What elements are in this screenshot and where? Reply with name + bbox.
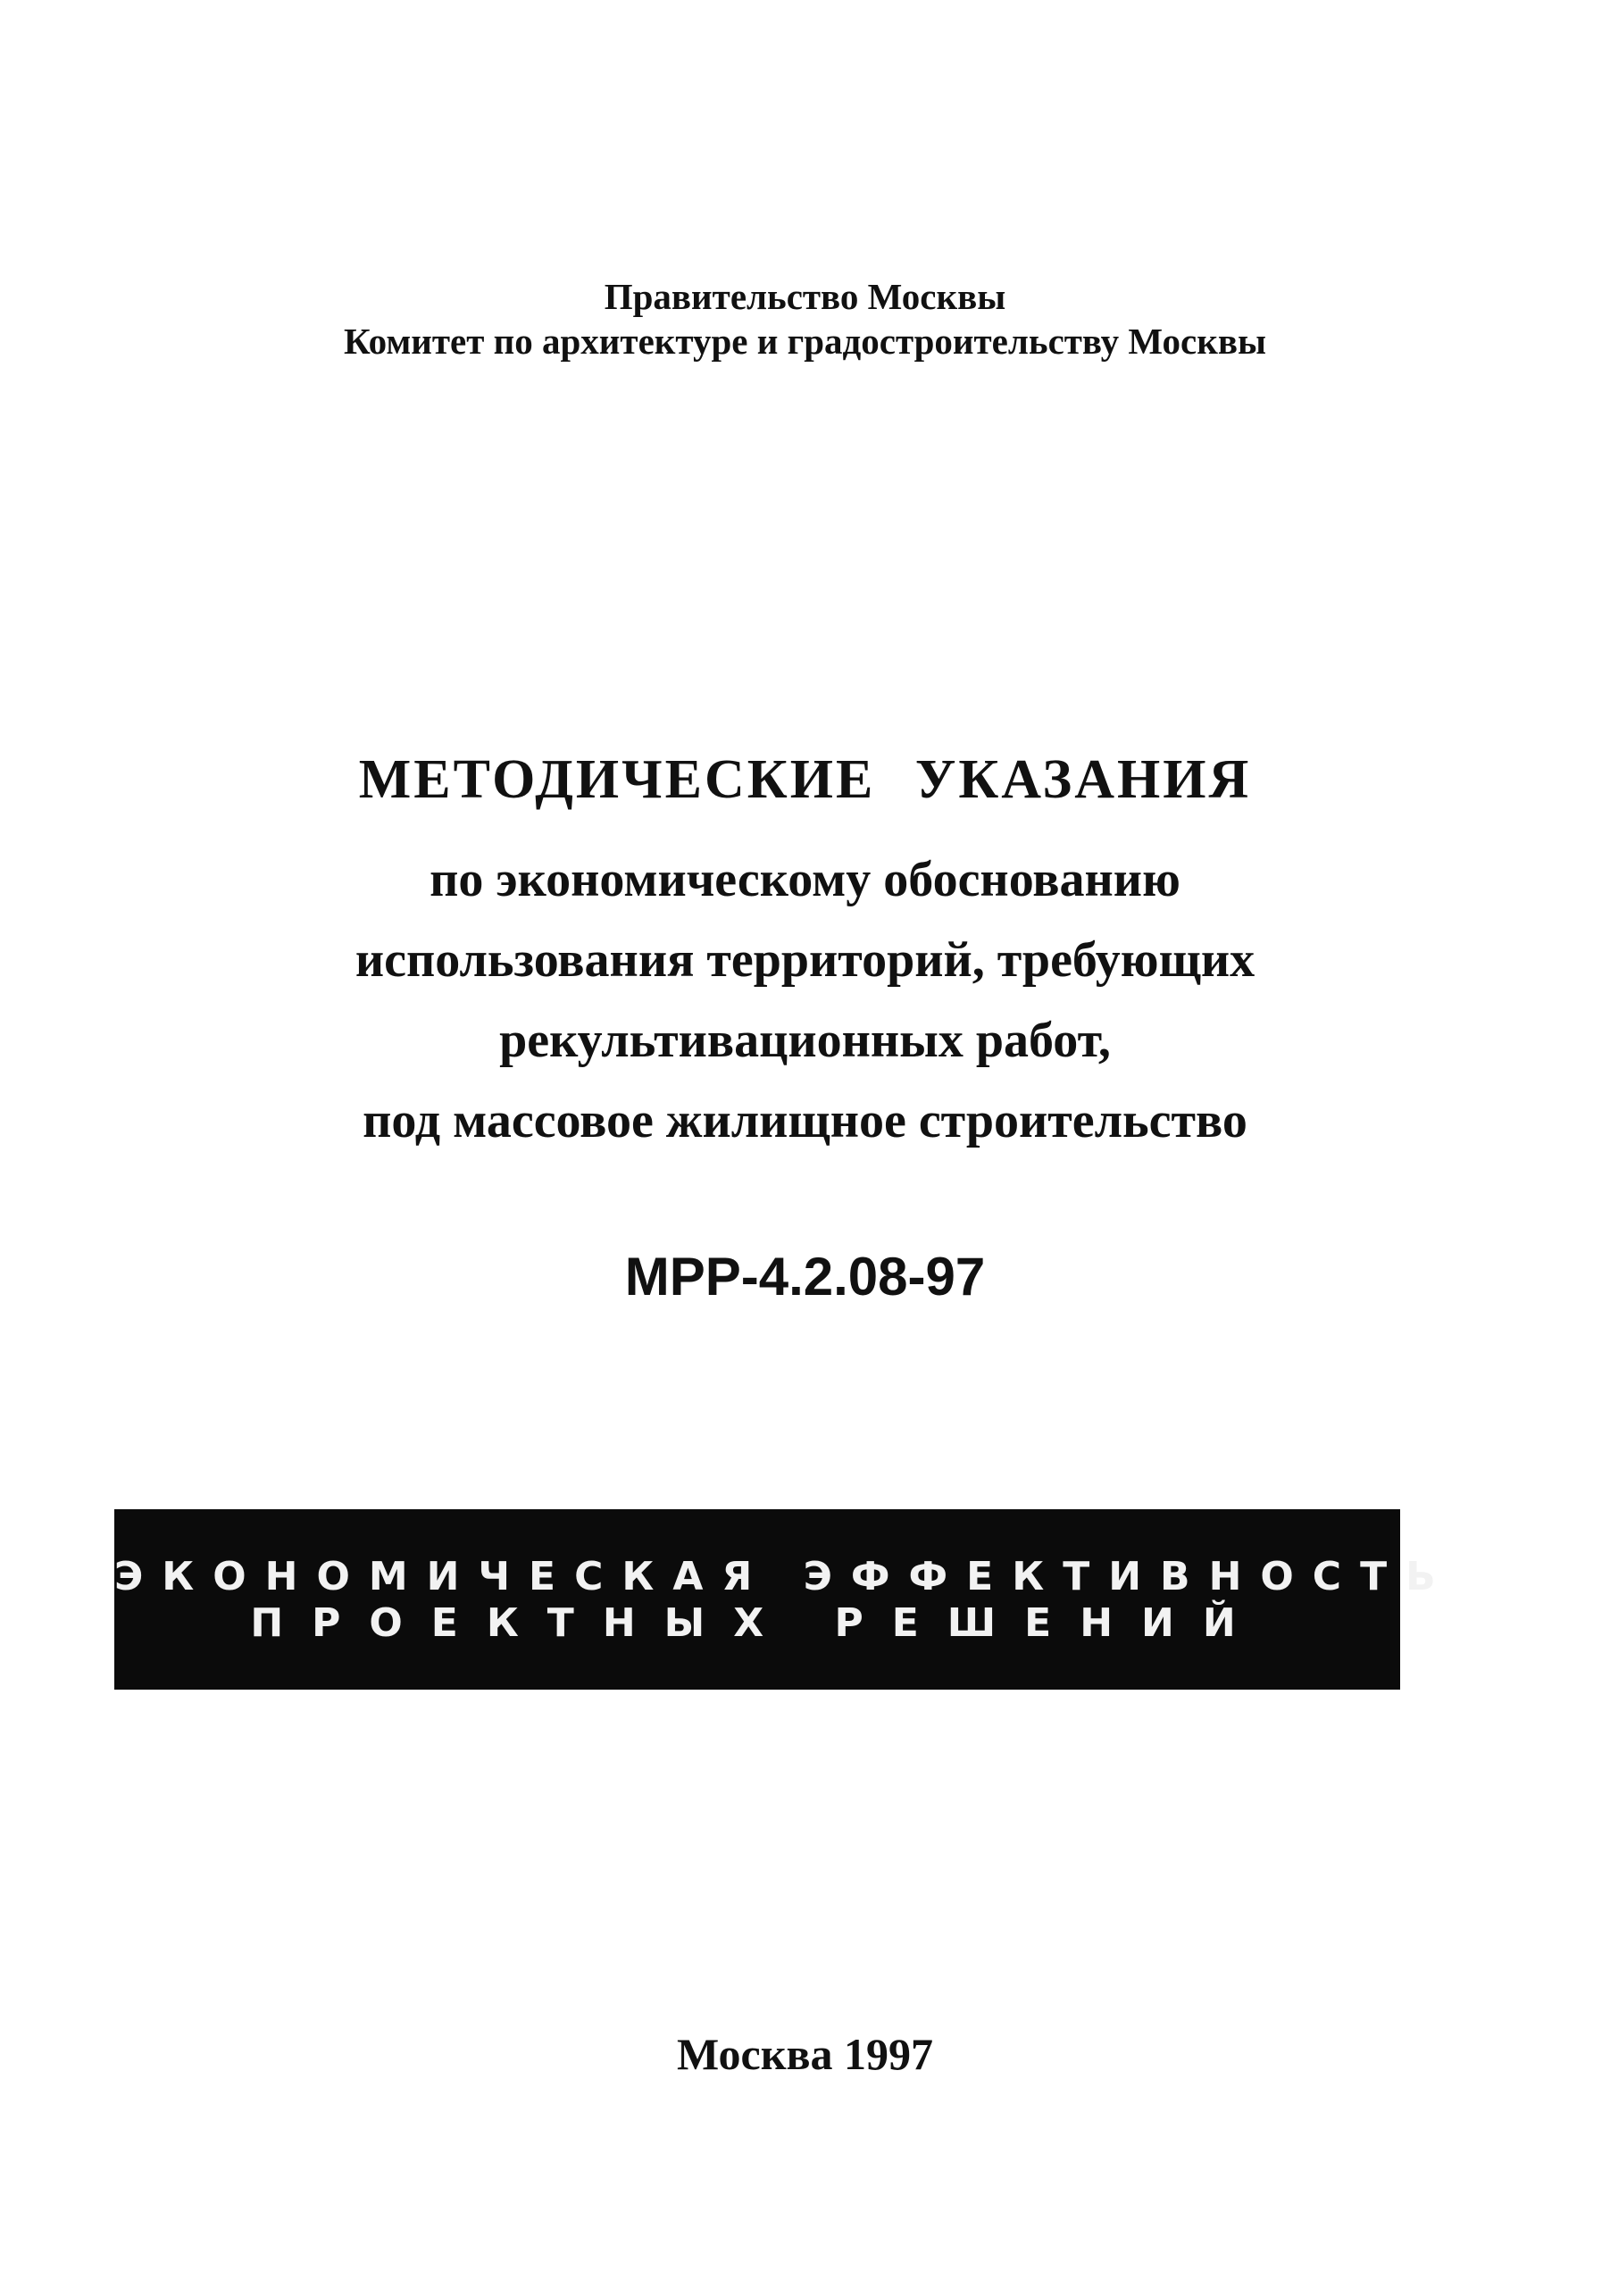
series-banner-line-1: ЭКОНОМИЧЕСКАЯ ЭФФЕКТИВНОСТЬ (114, 1554, 1455, 1599)
committee-name: Комитет по архитектуре и градостроительству Москвы (343, 321, 1267, 362)
document-title: МЕТОДИЧЕСКИЕ УКАЗАНИЯ (358, 749, 1252, 810)
subtitle-line-2: использования территорий, требующих (355, 932, 1255, 988)
subtitle-line-4: под массовое жилищное строительство (363, 1093, 1247, 1148)
subtitle-line-1: по экономическому обоснованию (430, 852, 1180, 907)
document-code: МРР-4.2.08-97 (624, 1247, 986, 1307)
subtitle-line-3: рекультивационных работ, (499, 1013, 1111, 1068)
series-banner-line-2: ПРОЕКТНЫХ РЕШЕНИЙ (250, 1600, 1264, 1646)
government-name: Правительство Москвы (604, 276, 1006, 317)
publication-city-year: Москва 1997 (676, 2029, 934, 2079)
series-banner (114, 1509, 1455, 1690)
